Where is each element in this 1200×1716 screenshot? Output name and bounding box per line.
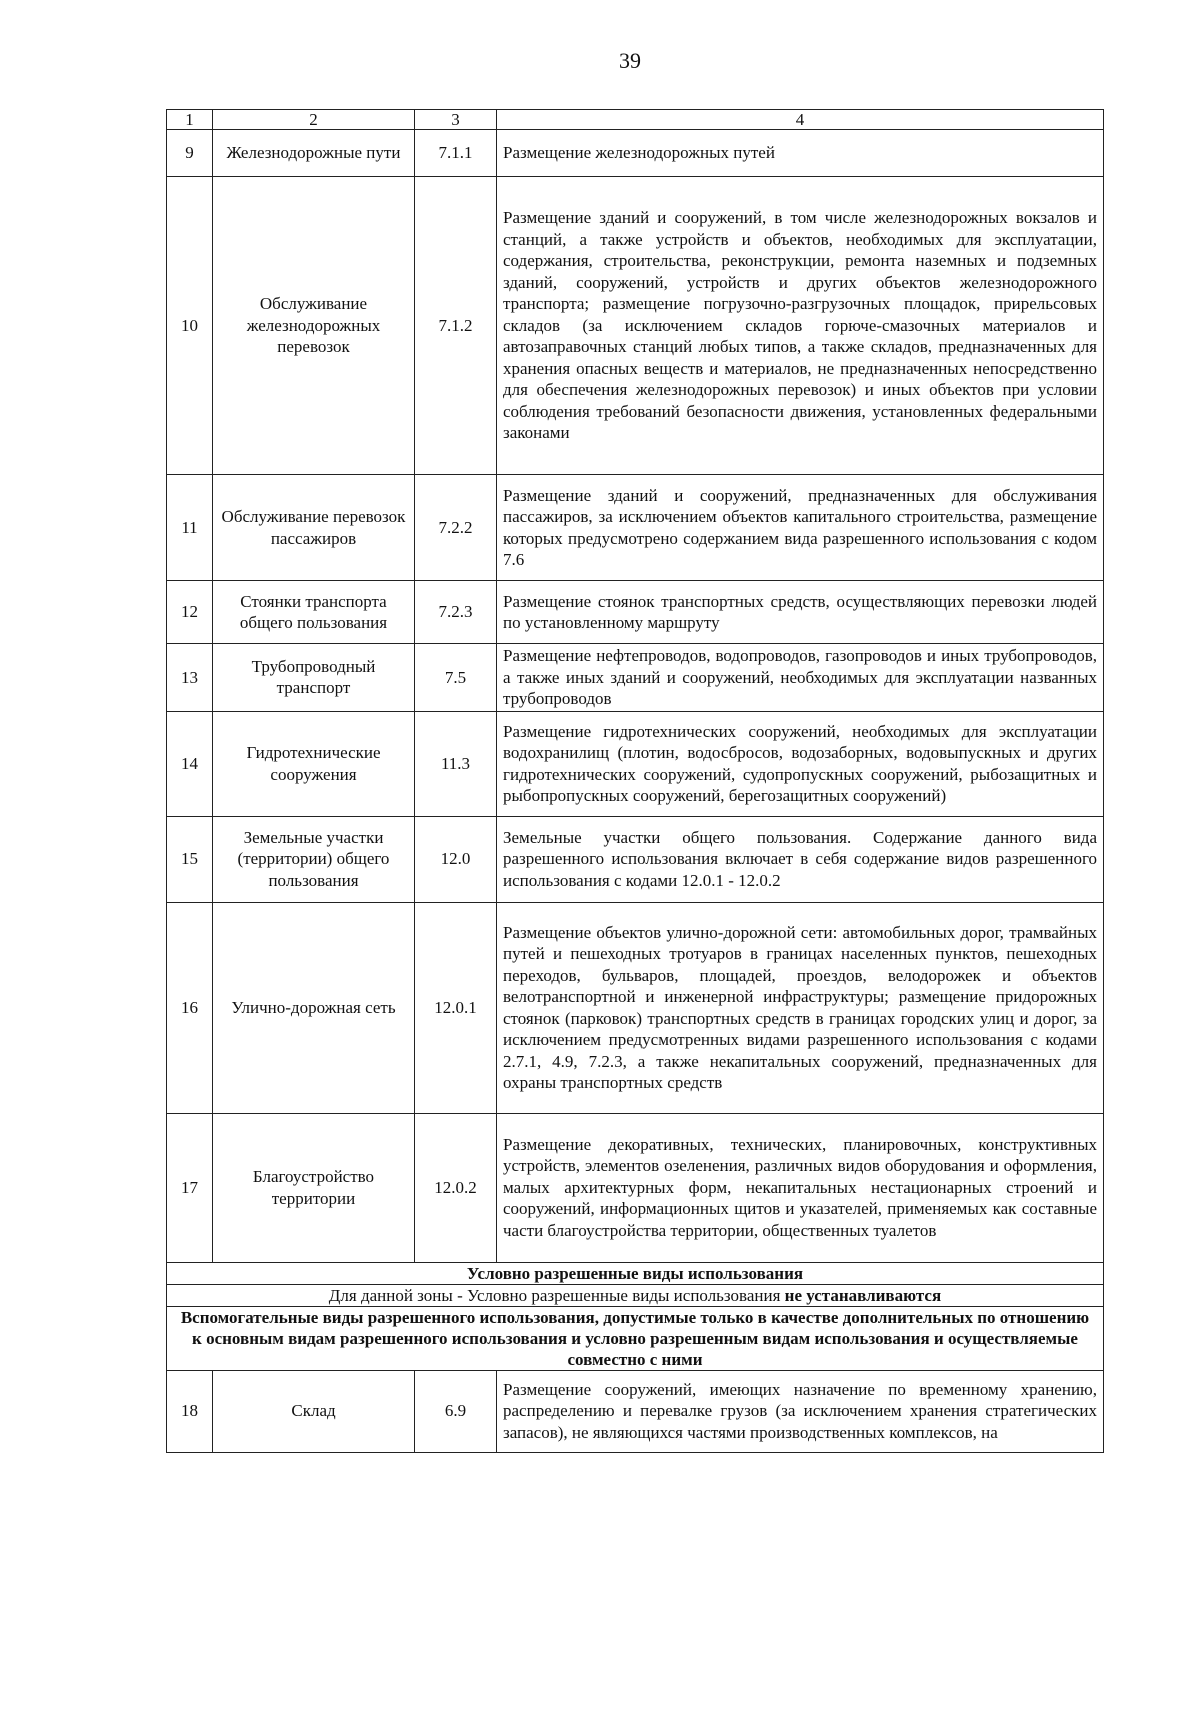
row-number: 18 [167,1370,213,1452]
use-name: Обслуживание перевозок пассажиров [213,475,415,581]
row-number: 9 [167,130,213,177]
table-row [167,711,1104,816]
row-number: 13 [167,644,213,712]
conditional-uses-title [167,1262,1104,1284]
conditional-title-text: Условно разрешенные виды использования [466,1263,804,1283]
use-name: Обслуживание железнодорожных перевозок [213,177,415,475]
row-number: 17 [167,1113,213,1262]
use-description: Размещение железнодорожных путей [497,130,1104,177]
table-row [167,475,1104,581]
header-col-3: 3 [415,110,497,130]
use-name: Стоянки транспорта общего пользования [213,581,415,644]
row-number: 15 [167,816,213,902]
row-number: 10 [167,177,213,475]
table-row [167,902,1104,1113]
header-col-4: 4 [497,110,1104,130]
conditional-uses-title-row [167,1262,1104,1284]
conditional-note-bold: не устанавливаются [784,1285,942,1305]
use-description: Земельные участки общего пользования. Содержание данного вида разрешенного использования включает в себя содержание видов разрешенного использования с кодами 12.0.1 - 12.0.2 [497,816,1104,902]
use-code: 7.1.2 [415,177,497,475]
use-name: Благоустройство территории [213,1113,415,1262]
use-code: 12.0.2 [415,1113,497,1262]
table-row [167,1113,1104,1262]
conditional-note-text: Для данной зоны - Условно разрешенные виды использования [328,1285,785,1305]
use-code: 6.9 [415,1370,497,1452]
use-description: Размещение гидротехнических сооружений, необходимых для эксплуатации водохранилищ (плотин, водосбросов, водозаборных, водовыпускных и других гидротехнических сооружений, судопропускных сооружений, рыбозащитных и рыбопропускных сооружений, берегозащитных сооружений) [497,711,1104,816]
table-row [167,1370,1104,1452]
header-col-1: 1 [167,110,213,130]
use-code: 7.1.1 [415,130,497,177]
use-description: Размещение объектов улично-дорожной сети: автомобильных дорог, трамвайных путей и пешеходных тротуаров в границах населенных пунктов, пешеходных переходов, бульваров, площадей, проездов, велодорожек и объектов велотранспортной и инженерной инфраструктуры; размещение придорожных стоянок (парковок) транспортных средств в границах городских улиц и дорог, за исключением предусмотренных видами разрешенного использования с кодами 2.7.1, 4.9, 7.2.3, а также некапитальных сооружений, предназначенных для охраны транспортных средств [497,902,1104,1113]
use-description: Размещение декоративных, технических, планировочных, конструктивных устройств, элементов озеленения, различных видов оборудования и оформления, малых архитектурных форм, некапитальных нестационарных строений и сооружений, информационных щитов и указателей, применяемых как составные части благоустройства территории, общественных туалетов [497,1113,1104,1262]
use-description: Размещение стоянок транспортных средств, осуществляющих перевозки людей по установленному маршруту [497,581,1104,644]
use-code: 7.5 [415,644,497,712]
use-description: Размещение сооружений, имеющих назначение по временному хранению, распределению и перевалке грузов (за исключением хранения стратегических запасов), не являющихся частями производственных комплексов, на [497,1370,1104,1452]
use-code: 11.3 [415,711,497,816]
use-code: 12.0 [415,816,497,902]
header-row [167,110,1104,130]
conditional-uses-note-row [167,1284,1104,1306]
table-row [167,177,1104,475]
table-row [167,581,1104,644]
use-name: Трубопроводный транспорт [213,644,415,712]
use-code: 12.0.1 [415,902,497,1113]
row-number: 12 [167,581,213,644]
auxiliary-title-text: Вспомогательные виды разрешенного использования, допустимые только в качестве дополнительных по отношению к основным видам разрешенного использования и условно разрешенным видам использования и осуществляемые совместно с ними [180,1307,1090,1369]
table-row [167,816,1104,902]
table-row [167,644,1104,712]
use-code: 7.2.2 [415,475,497,581]
row-number: 14 [167,711,213,816]
auxiliary-uses-title [167,1306,1104,1370]
use-description: Размещение нефтепроводов, водопроводов, газопроводов и иных трубопроводов, а также иных зданий и сооружений, необходимых для эксплуатации названных трубопроводов [497,644,1104,712]
land-use-table [166,109,1104,1453]
conditional-uses-note [167,1284,1104,1306]
use-description: Размещение зданий и сооружений, предназначенных для обслуживания пассажиров, за исключением объектов капитального строительства, размещение которых предусмотрено содержанием вида разрешенного использования с кодом 7.6 [497,475,1104,581]
use-name: Гидротехнические сооружения [213,711,415,816]
page-number: 39 [619,48,641,73]
use-name: Улично-дорожная сеть [213,902,415,1113]
row-number: 11 [167,475,213,581]
auxiliary-uses-title-row [167,1306,1104,1370]
use-description: Размещение зданий и сооружений, в том числе железнодорожных вокзалов и станций, а также устройств и объектов, необходимых для эксплуатации, содержания, строительства, реконструкции, ремонта наземных и подземных зданий, сооружений, устройств и других объектов железнодорожного транспорта; размещение погрузочно-разгрузочных площадок, прирельсовых складов (за исключением складов горюче-смазочных материалов и автозаправочных станций любых типов, а также складов, предназначенных для хранения опасных веществ и материалов, не предназначенных непосредственно для обеспечения железнодорожных перевозок) и иных объектов при условии соблюдения требований безопасности движения, установленных федеральными законами [497,177,1104,475]
row-number: 16 [167,902,213,1113]
use-name: Железнодорожные пути [213,130,415,177]
table-row [167,130,1104,177]
use-code: 7.2.3 [415,581,497,644]
header-col-2: 2 [213,110,415,130]
use-name: Склад [213,1370,415,1452]
use-name: Земельные участки (территории) общего пользования [213,816,415,902]
